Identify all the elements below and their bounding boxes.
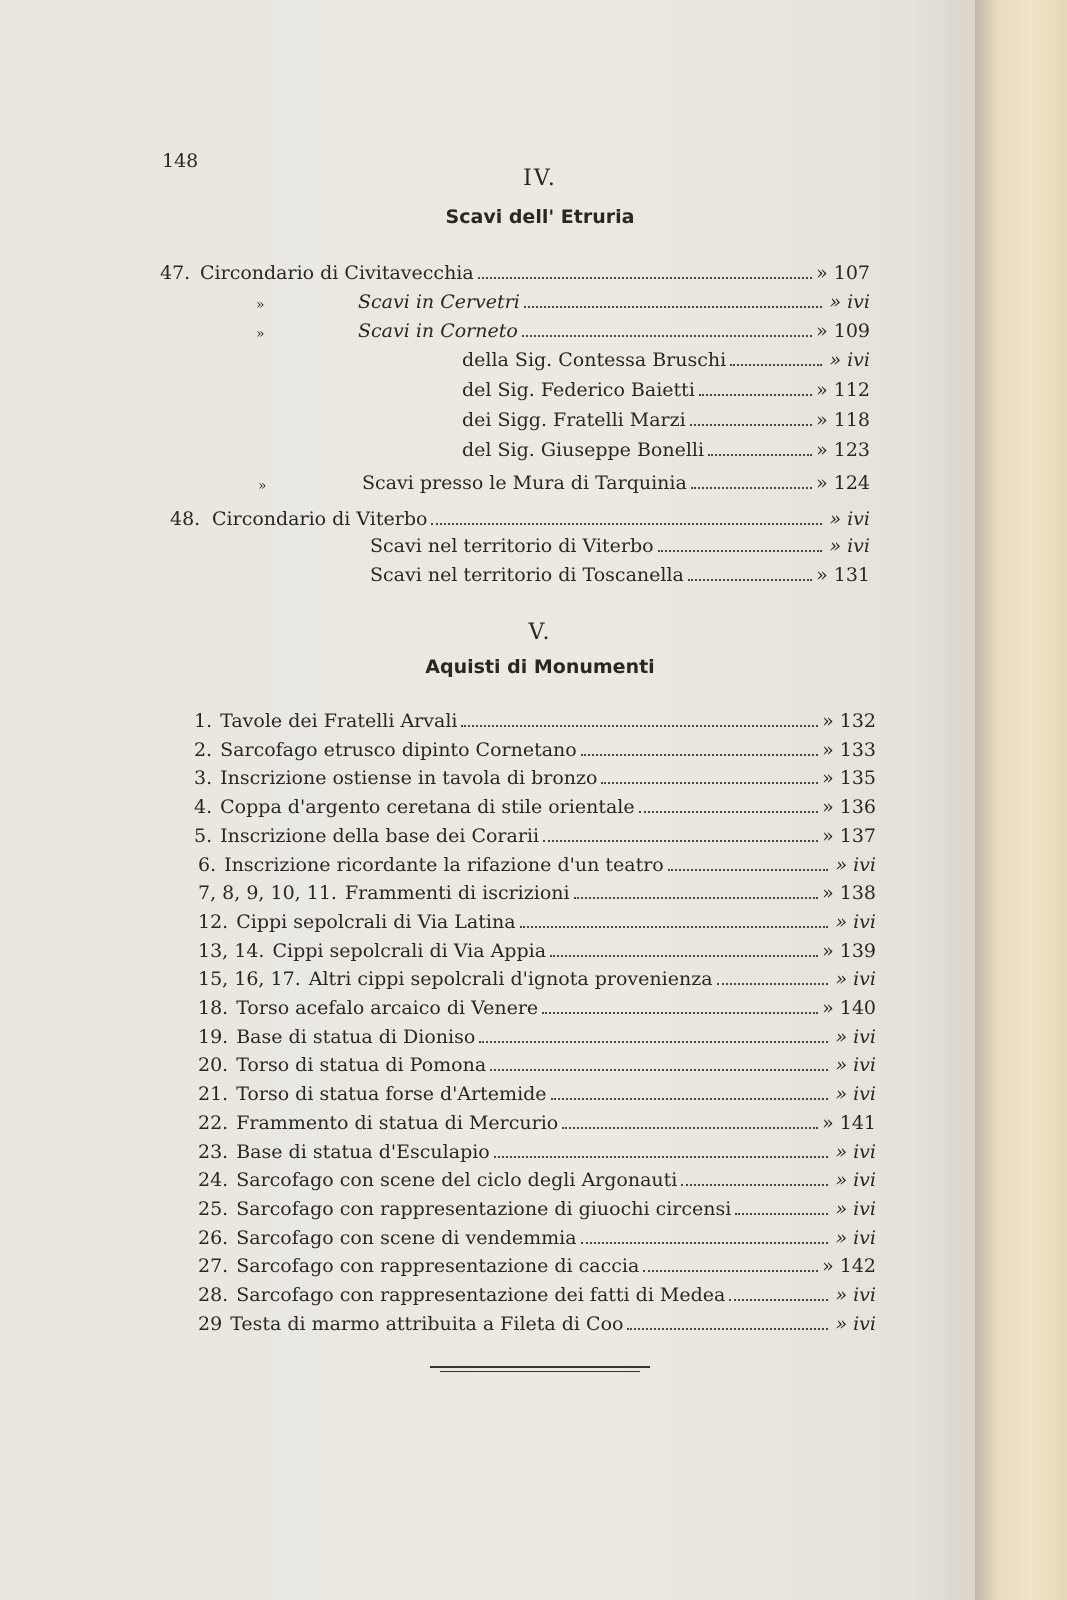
entry-title: Torso di statua forse d'Artemide <box>236 1083 547 1105</box>
page-reference: » 109 <box>816 320 870 342</box>
leader-dots <box>668 869 828 871</box>
leader-dots <box>431 523 822 525</box>
page-reference: » ivi <box>829 508 870 530</box>
page-reference: » 133 <box>822 739 876 761</box>
leader-dots <box>574 897 818 899</box>
section-4-entry <box>462 377 870 403</box>
section-5-entry <box>198 995 876 1021</box>
entry-title: Sarcofago con scene del ciclo degli Argonauti <box>236 1169 678 1191</box>
entry-number: 20. <box>198 1054 229 1076</box>
page-reference: » 132 <box>822 710 876 732</box>
page-reference: » ivi <box>835 1083 876 1105</box>
section-5-entry <box>198 852 876 878</box>
entry-title: Sarcofago con rappresentazione di caccia <box>236 1255 640 1277</box>
entry-number: 25. <box>198 1198 229 1220</box>
leader-dots <box>494 1156 828 1158</box>
entry-title: Frammento di statua di Mercurio <box>236 1112 559 1134</box>
leader-dots <box>735 1213 828 1215</box>
section-5-entry <box>198 1110 876 1136</box>
section-5-heading: V. <box>528 620 552 645</box>
entry-number: 15, 16, 17. <box>198 968 301 990</box>
closing-rule-thin <box>440 1371 640 1372</box>
entry-title: del Sig. Giuseppe Bonelli <box>462 439 705 461</box>
book-gutter <box>975 0 1067 1600</box>
leader-dots <box>550 955 818 957</box>
entry-number: 23. <box>198 1141 229 1163</box>
section-5-entry <box>194 765 876 791</box>
entry-number: 7, 8, 9, 10, 11. <box>198 882 337 904</box>
section-4-entry <box>200 260 870 286</box>
entry-number: 24. <box>198 1169 229 1191</box>
section-4-entry <box>212 506 870 532</box>
page-reference: » ivi <box>829 291 870 313</box>
section-4-entry <box>462 347 870 373</box>
page-reference: » ivi <box>835 1026 876 1048</box>
entry-title: Cippi sepolcrali di Via Latina <box>236 911 516 933</box>
leader-dots <box>658 550 822 552</box>
page-reference: » ivi <box>829 349 870 371</box>
section-5-entry <box>194 794 876 820</box>
entry-title: Cippi sepolcrali di Via Appia <box>272 940 547 962</box>
leader-dots <box>730 364 822 366</box>
page-reference: » 137 <box>822 825 876 847</box>
entry-number: 22. <box>198 1112 229 1134</box>
page-reference: » ivi <box>835 1313 876 1335</box>
entry-title: Frammenti di iscrizioni <box>344 882 570 904</box>
leader-dots <box>699 394 812 396</box>
entry-number: 3. <box>194 767 213 789</box>
entry-number: 19. <box>198 1026 229 1048</box>
closing-rule <box>430 1366 650 1368</box>
section-5-entry <box>198 1167 876 1193</box>
section-5-entry <box>198 1052 876 1078</box>
page-reference: » ivi <box>835 1141 876 1163</box>
leader-dots <box>581 754 818 756</box>
entry-number: 6. <box>198 854 217 876</box>
entry-number: 27. <box>198 1255 229 1277</box>
page-reference: » 141 <box>822 1112 876 1134</box>
section-4-entry <box>358 318 870 344</box>
page-reference: » 112 <box>816 379 870 401</box>
page-reference: » ivi <box>835 1198 876 1220</box>
page-reference: » ivi <box>835 1227 876 1249</box>
section-5-entry <box>194 708 876 734</box>
section-4-heading: IV. <box>523 166 557 191</box>
entry-number: 28. <box>198 1284 229 1306</box>
section-5-entry <box>198 1225 876 1251</box>
section-5-entry <box>194 823 876 849</box>
page-number: 148 <box>162 150 199 172</box>
section-4-title: Scavi dell' Etruria <box>445 206 635 228</box>
page-reference: » 140 <box>822 997 876 1019</box>
leader-dots <box>478 277 812 279</box>
section-5-entry <box>198 1081 876 1107</box>
leader-dots <box>543 840 818 842</box>
leader-dots <box>681 1184 828 1186</box>
entry-title: Altri cippi sepolcrali d'ignota provenienza <box>308 968 713 990</box>
section-5-title: Aquisti di Monumenti <box>425 656 655 678</box>
leader-dots <box>601 782 818 784</box>
leader-dots <box>708 454 812 456</box>
entry-title: Testa di marmo attribuita a Fileta di Coo <box>230 1313 624 1335</box>
leader-dots <box>461 725 818 727</box>
entry-title: Sarcofago con rappresentazione dei fatti di Medea <box>236 1284 726 1306</box>
leader-dots <box>581 1242 828 1244</box>
leader-dots <box>524 306 822 308</box>
page-reference: » 142 <box>822 1255 876 1277</box>
leader-dots <box>688 579 812 581</box>
page-reference: » ivi <box>835 911 876 933</box>
entry-number: 5. <box>194 825 213 847</box>
page-reference: » 136 <box>822 796 876 818</box>
section-5-entry <box>198 909 876 935</box>
leader-dots <box>639 811 818 813</box>
leader-dots <box>522 335 812 337</box>
entry-title: Inscrizione ostiense in tavola di bronzo <box>220 767 598 789</box>
leader-dots <box>551 1098 828 1100</box>
page-reference: » 124 <box>816 472 870 494</box>
entry-title: Circondario di Viterbo <box>212 508 428 530</box>
entry-title: Coppa d'argento ceretana di stile orientale <box>220 796 635 818</box>
page-reference: » ivi <box>835 854 876 876</box>
entry-number: 13, 14. <box>198 940 265 962</box>
entry-title: Torso acefalo arcaico di Venere <box>236 997 539 1019</box>
section-5-entry <box>198 1196 876 1222</box>
section-4-entry <box>462 407 870 433</box>
section-5-entry <box>198 1311 876 1337</box>
leader-dots <box>562 1127 818 1129</box>
section-5-entry <box>198 1253 876 1279</box>
page-reference: » 107 <box>816 262 870 284</box>
leader-dots <box>729 1299 828 1301</box>
page-reference: » 123 <box>816 439 870 461</box>
entry-title: Tavole dei Fratelli Arvali <box>220 710 458 732</box>
section-4-entry-number: 48. <box>170 508 201 530</box>
section-5-entry <box>198 1139 876 1165</box>
entry-title: Scavi nel territorio di Viterbo <box>370 535 654 557</box>
entry-title: Scavi in Corneto <box>358 320 518 342</box>
entry-title: Inscrizione della base dei Corarii <box>220 825 540 847</box>
leader-dots <box>690 424 812 426</box>
page-reference: » 138 <box>822 882 876 904</box>
leader-dots <box>520 926 828 928</box>
entry-number: 21. <box>198 1083 229 1105</box>
leader-dots <box>542 1012 818 1014</box>
entry-title: della Sig. Contessa Bruschi <box>462 349 727 371</box>
leader-dots <box>627 1328 828 1330</box>
entry-title: Inscrizione ricordante la rifazione d'un teatro <box>224 854 664 876</box>
entry-number: 18. <box>198 997 229 1019</box>
entry-title: Base di statua d'Esculapio <box>236 1141 490 1163</box>
entry-number: 2. <box>194 739 213 761</box>
section-5-entry <box>194 737 876 763</box>
entry-number: 4. <box>194 796 213 818</box>
page-reference: » 139 <box>822 940 876 962</box>
entry-title: Scavi presso le Mura di Tarquinia <box>362 472 687 494</box>
entry-title: dei Sigg. Fratelli Marzi <box>462 409 686 431</box>
entry-number: 12. <box>198 911 229 933</box>
leader-dots <box>643 1270 818 1272</box>
entry-title: Sarcofago etrusco dipinto Cornetano <box>220 739 577 761</box>
page-reference: » ivi <box>835 1169 876 1191</box>
entry-title: Scavi in Cervetri <box>358 291 520 313</box>
entry-number: 1. <box>194 710 213 732</box>
page-reference: » ivi <box>835 968 876 990</box>
section-4-entry <box>370 533 870 559</box>
section-5-entry <box>198 1282 876 1308</box>
page-reference: » 135 <box>822 767 876 789</box>
entry-title: del Sig. Federico Baietti <box>462 379 695 401</box>
section-4-entry <box>462 437 870 463</box>
section-4-entry <box>362 470 870 496</box>
leader-dots <box>717 983 828 985</box>
section-4-entry-number: » <box>256 297 265 313</box>
leader-dots <box>691 487 812 489</box>
section-4-entry-number: » <box>256 326 265 342</box>
entry-number: 29 <box>198 1313 223 1335</box>
section-5-entry <box>198 1024 876 1050</box>
page-reference: » ivi <box>829 535 870 557</box>
section-4-entry-number: » <box>258 478 267 494</box>
entry-title: Base di statua di Dioniso <box>236 1026 476 1048</box>
entry-title: Sarcofago con scene di vendemmia <box>236 1227 577 1249</box>
section-5-entry <box>198 880 876 906</box>
page-reference: » ivi <box>835 1054 876 1076</box>
entry-title: Torso di statua di Pomona <box>236 1054 487 1076</box>
section-4-entry <box>370 562 870 588</box>
page-reference: » 131 <box>816 564 870 586</box>
entry-title: Circondario di Civitavecchia <box>200 262 474 284</box>
entry-number: 26. <box>198 1227 229 1249</box>
leader-dots <box>479 1041 828 1043</box>
page-reference: » 118 <box>816 409 870 431</box>
section-4-entry-number: 47. <box>160 262 191 284</box>
section-5-entry <box>198 966 876 992</box>
page-reference: » ivi <box>835 1284 876 1306</box>
section-5-entry <box>198 938 876 964</box>
entry-title: Sarcofago con rappresentazione di giuochi circensi <box>236 1198 732 1220</box>
section-4-entry <box>358 289 870 315</box>
leader-dots <box>490 1069 828 1071</box>
entry-title: Scavi nel territorio di Toscanella <box>370 564 684 586</box>
